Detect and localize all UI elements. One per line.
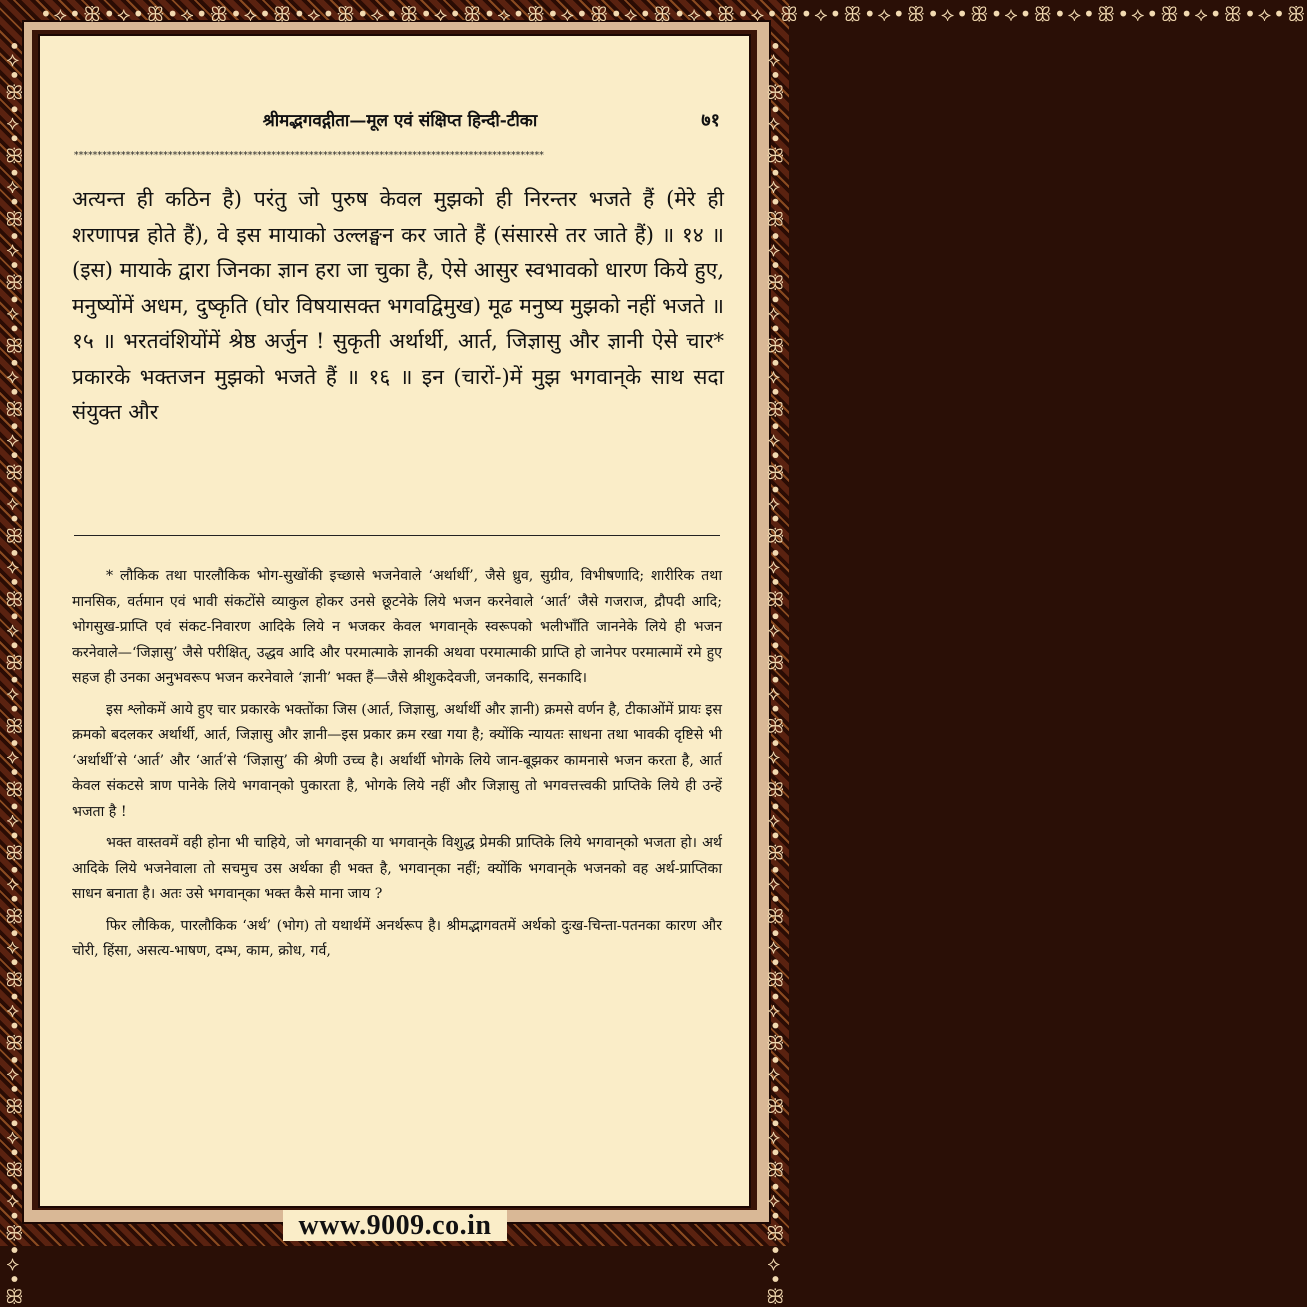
star-separator: **************************************************************************************************** [74,151,544,161]
page-header [40,108,753,138]
border-ornament-left: •⟡•ꕥ•⟡•ꕥ•⟡•ꕥ•⟡•ꕥ•⟡•ꕥ•⟡•ꕥ•⟡•ꕥ•⟡•ꕥ•⟡•ꕥ•⟡•ꕥ•⟡•ꕥ•⟡•ꕥ•⟡•ꕥ•⟡•ꕥ•⟡•ꕥ•⟡•ꕥ•⟡•ꕥ•⟡•ꕥ•⟡•ꕥ•⟡•ꕥ [2,40,26,1307]
border-ornament-right: •⟡•ꕥ•⟡•ꕥ•⟡•ꕥ•⟡•ꕥ•⟡•ꕥ•⟡•ꕥ•⟡•ꕥ•⟡•ꕥ•⟡•ꕥ•⟡•ꕥ•⟡•ꕥ•⟡•ꕥ•⟡•ꕥ•⟡•ꕥ•⟡•ꕥ•⟡•ꕥ•⟡•ꕥ•⟡•ꕥ•⟡•ꕥ•⟡•ꕥ [763,40,787,1307]
website-link[interactable]: www.9009.co.in [283,1210,508,1241]
footnote-paragraph: भक्त वास्तवमें वही होना भी चाहिये, जो भगवान्‌की या भगवान्‌के विशुद्ध प्रेमकी प्राप्तिके लिये भगवान्‌को भजता हो। अर्थ आदिके लिये भजनेवाला तो सचमुच उस अर्थका ही भक्त है, भगवान्‌का नहीं; क्योंकि भगवान्‌के भजनको वह अर्थ-प्राप्तिका साधन बनाता है। अतः उसे भगवान्‌का भक्त कैसे माना जाय ? [72,835,722,902]
footnote-divider [74,535,720,536]
footnote-paragraph: फिर लौकिक, पारलौकिक ‘अर्थ’ (भोग) तो यथार्थमें अनर्थरूप है। श्रीमद्भागवतमें अर्थको दुःख-चिन्ता-पतनका कारण और चोरी, हिंसा, असत्य-भाषण, दम्भ, काम, क्रोध, गर्व, [72,917,722,959]
page-number: ७१ [701,110,720,131]
footnote-paragraph: इस श्लोकमें आये हुए चार प्रकारके भक्तोंका जिस (आर्त, जिज्ञासु, अर्थार्थी और ज्ञानी) क्रमसे वर्णन है, टीकाओंमें प्रायः इस क्रमको बदलकर अर्थार्थी, आर्त, जिज्ञासु और ज्ञानी—इस प्रकार क्रम रखा गया है; क्योंकि न्यायतः साधना तथा भावकी दृष्टिसे भी ‘अर्थार्थी’से ‘आर्त’ और ‘आर्त’से ‘जिज्ञासु’ की श्रेणी उच्च है। अर्थार्थी भोगके लिये जान-बूझकर कामनासे भजन करता है, आर्त केवल संकटसे त्राण पानेके लिये भगवान्‌को पुकारता है, भोगके लिये नहीं और जिज्ञासु तो भगवत्तत्त्वकी प्राप्तिके लिये ही उन्हें भजता है ! [72,701,722,820]
book-page [38,34,751,1208]
page-title: श्रीमद्भगवद्गीता—मूल एवं संक्षिप्त हिन्दी-टीका [262,111,538,131]
footnote-paragraph: * लौकिक तथा पारलौकिक भोग-सुखोंकी इच्छासे भजनेवाले ‘अर्थार्थी’, जैसे ध्रुव, सुग्रीव, विभीषणादि; शारीरिक तथा मानसिक, वर्तमान एवं भावी संकटोंसे व्याकुल होकर उनसे छूटनेके लिये भजन करनेवाले ‘आर्त’ जैसे गजराज, द्रौपदी आदि; भोगसुख-प्राप्ति एवं संकट-निवारण आदिके लिये न भजकर केवल भगवान्‌के स्वरूपको भलीभाँति जाननेके लिये ही भजन करनेवाले—‘जिज्ञासु’ जैसे परीक्षित्, उद्धव आदि और परमात्माके ज्ञानकी अथवा परमात्माकी प्राप्ति हो जानेपर परमात्मामें रमे हुए सहज ही उनका अनुभवरूप भजन करनेवाले ‘ज्ञानी’ भक्त हैं—जैसे श्रीशुकदेवजी, जनकादि, सनकादि। [72,568,722,686]
footnote-section [72,564,722,971]
verse-translation-text: अत्यन्त ही कठिन है) परंतु जो पुरुष केवल मुझको ही निरन्तर भजते हैं (मेरे ही शरणापन्न होते हैं), वे इस मायाको उल्लङ्घन कर जाते हैं (संसारसे तर जाते हैं) ॥ १४ ॥ (इस) मायाके द्वारा जिनका ज्ञान हरा जा चुका है, ऐसे आसुर स्वभावको धारण किये हुए, मनुष्योंमें अधम, दुष्कृति (घोर विषयासक्त भगवद्विमुख) मूढ मनुष्य मुझको नहीं भजते ॥ १५ ॥ भरतवंशियोंमें श्रेष्ठ अर्जुन ! सुकृती अर्थार्थी, आर्त, जिज्ञासु और ज्ञानी ऐसे चार* प्रकारके भक्तजन मुझको भजते हैं ॥ १६ ॥ इन (चारों-)में मुझ भगवान्‌के साथ सदा संयुक्त और [72,187,724,424]
footer-bar [40,1208,750,1246]
border-ornament-top: •⟡•ꕥ•⟡•ꕥ•⟡•ꕥ•⟡•ꕥ•⟡•ꕥ•⟡•ꕥ•⟡•ꕥ•⟡•ꕥ•⟡•ꕥ•⟡•ꕥ•⟡•ꕥ•⟡•ꕥ•⟡•ꕥ•⟡•ꕥ•⟡•ꕥ•⟡•ꕥ•⟡•ꕥ•⟡•ꕥ•⟡•ꕥ•⟡•ꕥ [40,2,1307,26]
